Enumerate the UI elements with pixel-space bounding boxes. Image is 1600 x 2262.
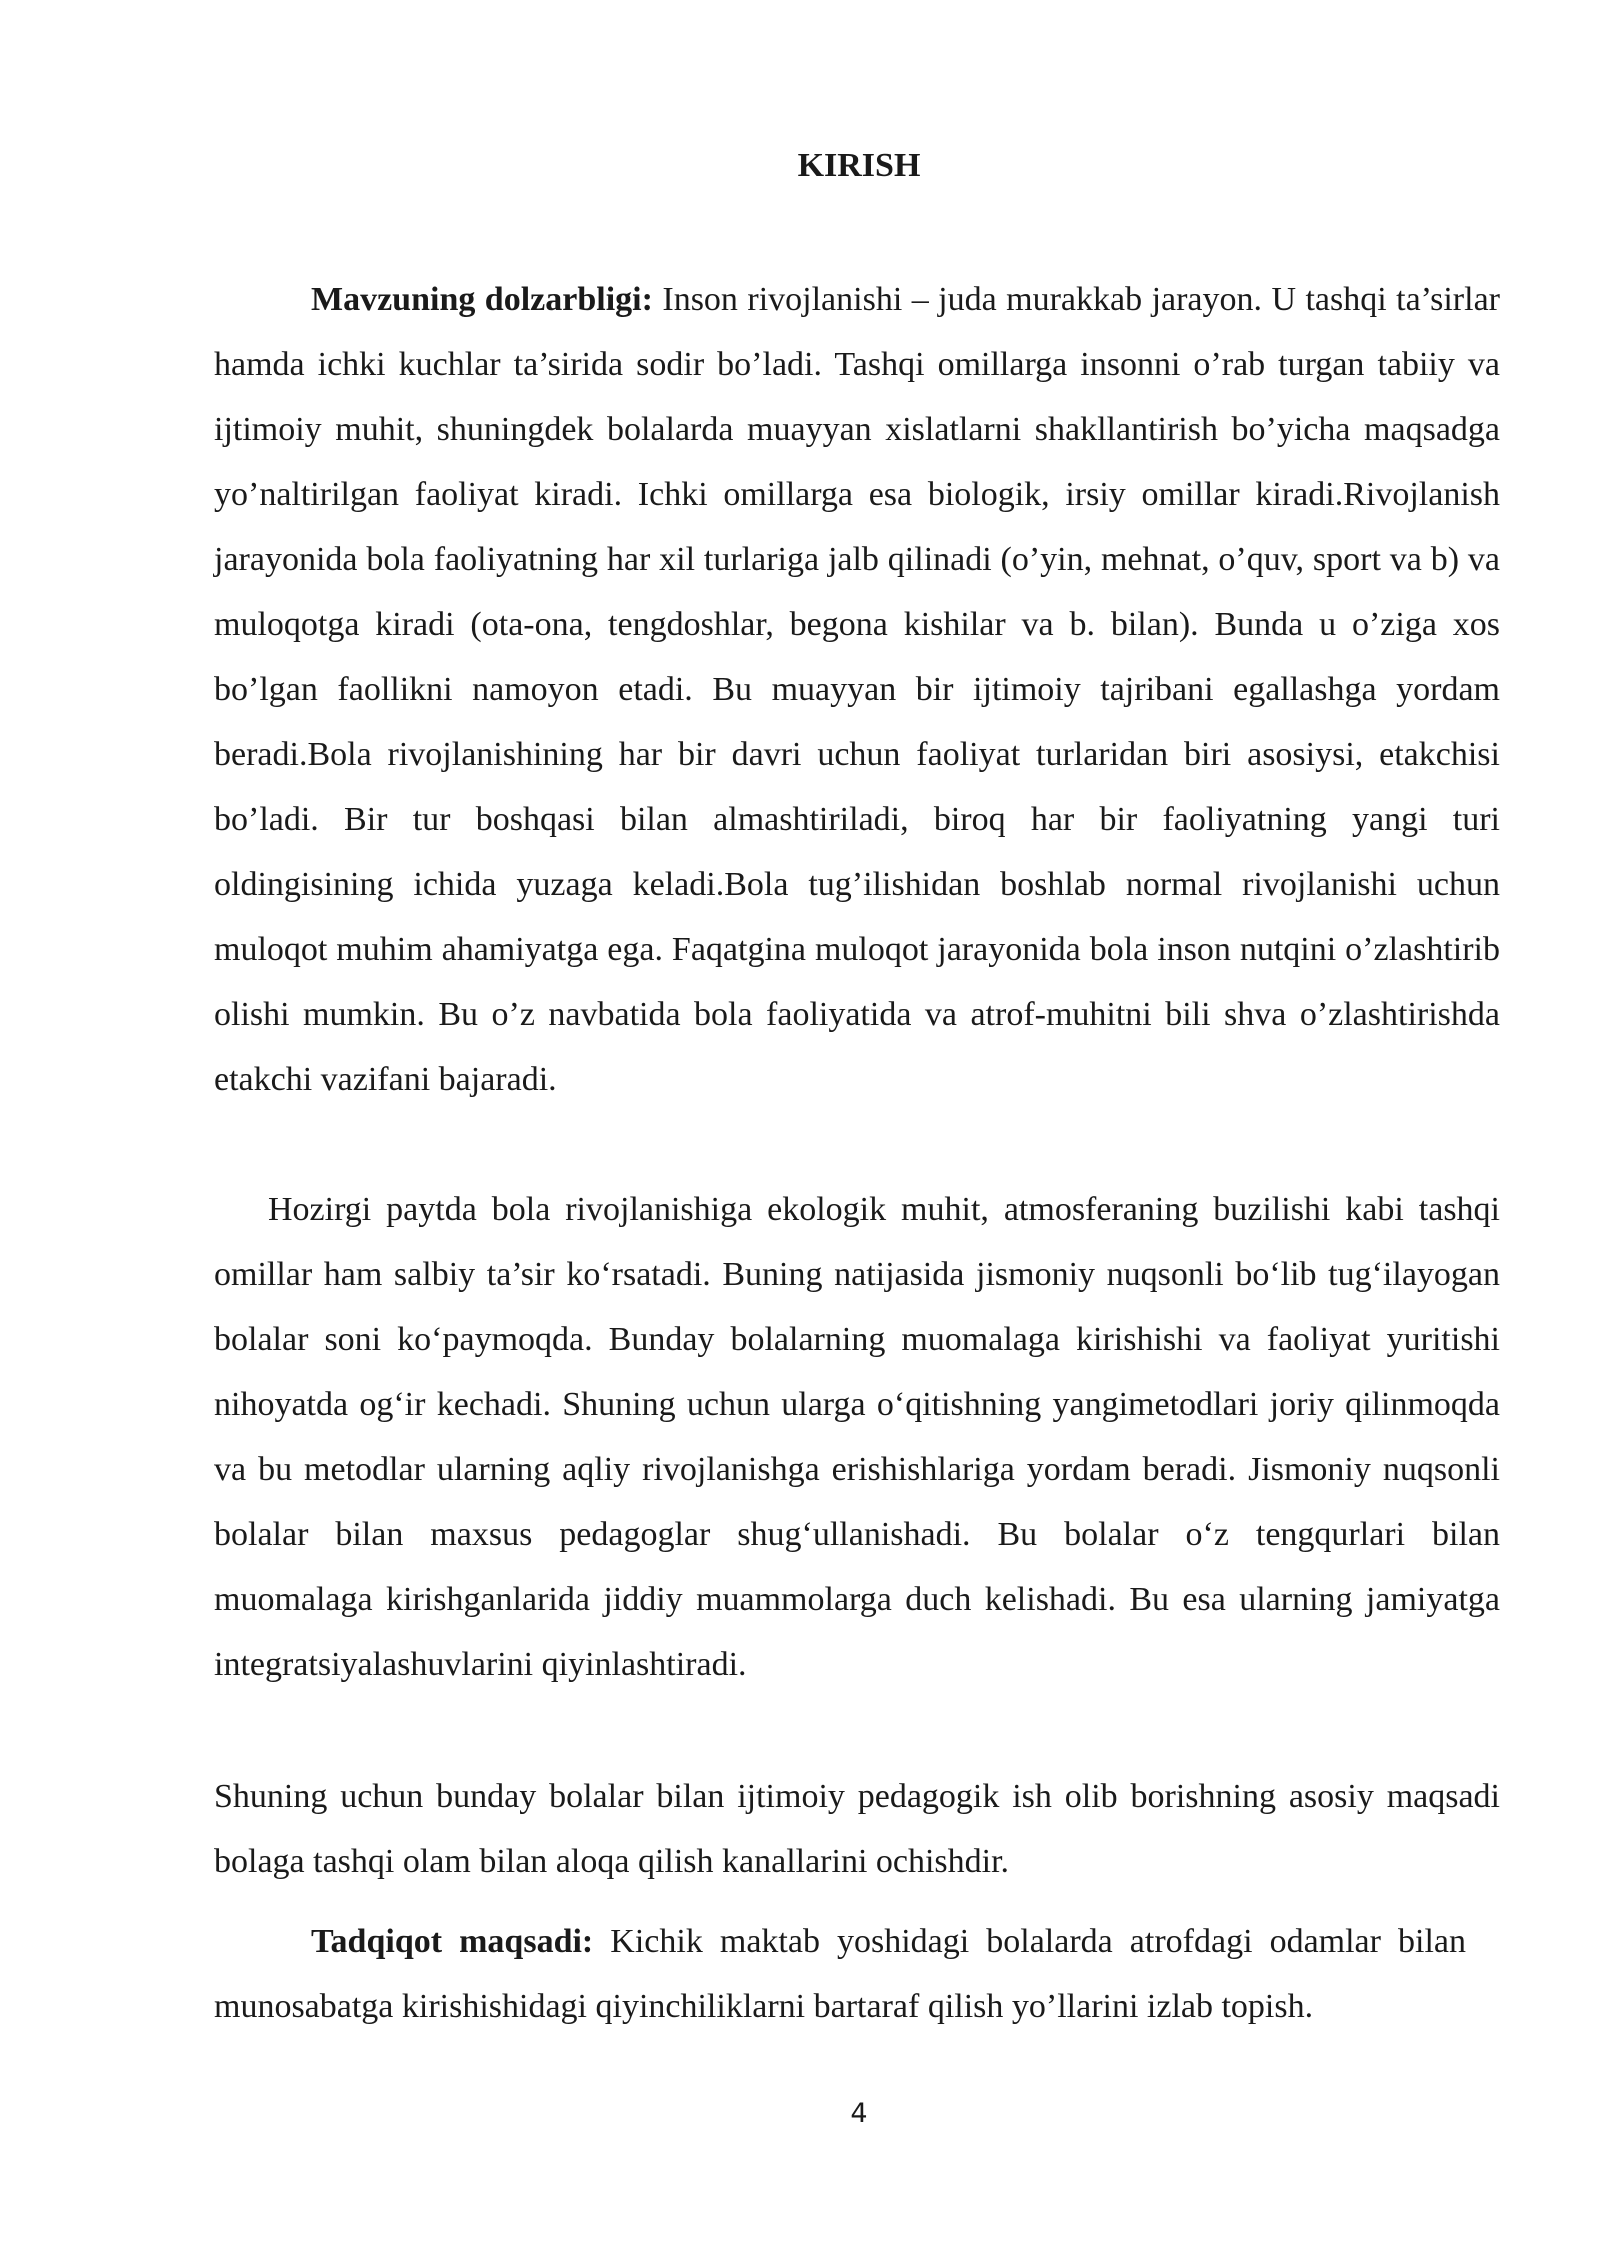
paragraph-text-research-aim: Kichik maktab yoshidagi bolalarda atrofdagi odamlar bilan munosabatga kirishishidagi qiyinchiliklarni bartaraf qilish yo’llarini izlab topish.	[214, 1923, 1466, 2025]
paragraph-relevance	[214, 267, 1500, 1112]
paragraph-main-goal	[214, 1764, 1500, 1894]
paragraph-text-current-situation: Hozirgi paytda bola rivojlanishiga ekologik muhit, atmosferaning buzilishi kabi tashqi omillar ham salbiy ta’sir ko‘rsatadi. Buning natijasida jismoniy nuqsonli bo‘lib tug‘ilayogan bolalar soni ko‘paymoqda. Bunday bolalarning muomalaga kirishishi va faoliyat yuritishi nihoyatda og‘ir kechadi. Shuning uchun ularga o‘qitishning yangimetodlari joriy qilinmoqda va bu metodlar ularning aqliy rivojlanishga erishishlariga yordam beradi. Jismoniy nuqsonli bolalar bilan maxsus pedagoglar shug‘ullanishadi. Bu bolalar o‘z tengqurlari bilan muomalaga kirishganlarida jiddiy muammolarga duch kelishadi. Bu esa ularning jamiyatga integratsiyalashuvlarini qiyinlashtiradi.	[214, 1191, 1500, 1683]
paragraph-text-relevance: Inson rivojlanishi – juda murakkab jarayon. U tashqi ta’sirlar hamda ichki kuchlar ta’sirida sodir bo’ladi. Tashqi omillarga insonni o’rab turgan tabiiy va ijtimoiy muhit, shuningdek bolalarda muayyan xislatlarni shakllantirish bo’yicha maqsadga yo’naltirilgan faoliyat kiradi. Ichki omillarga esa biologik, irsiy omillar kiradi.Rivojlanish jarayonida bola faoliyatning har xil turlariga jalb qilinadi (o’yin, mehnat, o’quv, sport va b) va muloqotga kiradi (ota-ona, tengdoshlar, begona kishilar va b. bilan). Bunda u o’ziga xos bo’lgan faollikni namoyon etadi. Bu muayyan bir ijtimoiy tajribani egallashga yordam beradi.Bola rivojlanishining har bir davri uchun faoliyat turlaridan biri asosiysi, etakchisi bo’ladi. Bir tur boshqasi bilan almashtiriladi, biroq har bir faoliyatning yangi turi oldingisining ichida yuzaga keladi.Bola tug’ilishidan boshlab normal rivojlanishi uchun muloqot muhim ahamiyatga ega. Faqatgina muloqot jarayonida bola inson nutqini o’zlashtirib olishi mumkin. Bu o’z navbatida bola faoliyatida va atrof-muhitni bili shva o’zlashtirishda etakchi vazifani bajaradi.	[214, 281, 1500, 1098]
page-number: 4	[850, 2098, 868, 2129]
paragraph-lead-research-aim: Tadqiqot maqsadi:	[311, 1923, 594, 1960]
paragraph-research-aim	[214, 1909, 1466, 2039]
paragraph-current-situation	[214, 1177, 1500, 1697]
section-title: KIRISH	[797, 147, 921, 184]
paragraph-lead-relevance: Mavzuning dolzarbligi:	[311, 281, 653, 318]
paragraph-text-main-goal: Shuning uchun bunday bolalar bilan ijtimoiy pedagogik ish olib borishning asosiy maqsadi bolaga tashqi olam bilan aloqa qilish kanallarini ochishdir.	[214, 1778, 1500, 1880]
